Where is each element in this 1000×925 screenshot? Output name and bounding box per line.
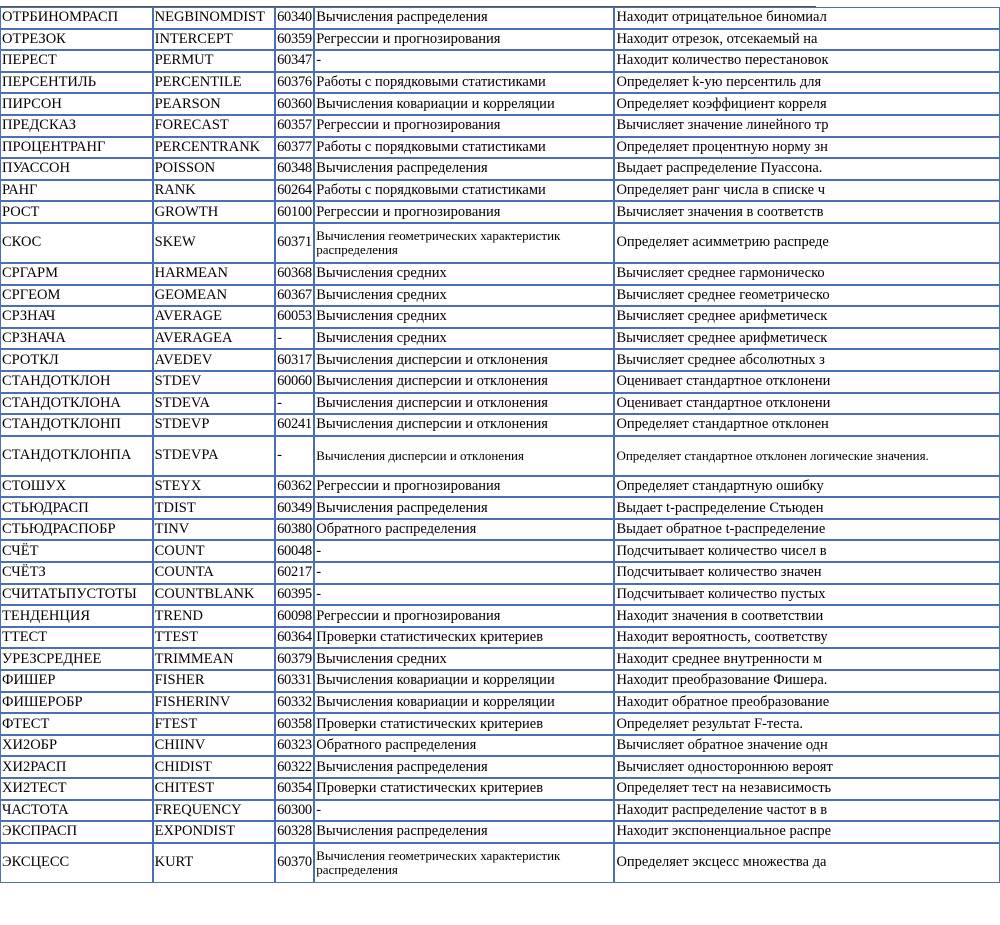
cell-russian-name: СРОТКЛ [0,349,153,371]
cell-description: Находит значения в соответствии [614,605,1000,627]
cell-description: Оценивает стандартное отклонени [614,371,1000,393]
cell-english-name: TREND [153,605,275,627]
cell-code: 60323 [275,735,314,757]
cell-english-name: FTEST [153,713,275,735]
cell-description: Определяет стандартную ошибку [614,476,1000,498]
page-top-rule [0,0,816,7]
cell-description: Находит обратное преобразование [614,692,1000,714]
cell-russian-name: ФИШЕР [0,670,153,692]
cell-code: 60360 [275,93,314,115]
cell-description: Определяет k-ую персентиль для [614,72,1000,94]
cell-russian-name: СКОС [0,223,153,263]
cell-russian-name: СТЬЮДРАСП [0,497,153,519]
table-row [0,476,1000,498]
cell-description: Вычисляет обратное значение одн [614,735,1000,757]
table-row [0,7,1000,29]
cell-english-name: TTEST [153,627,275,649]
cell-code: 60354 [275,778,314,800]
cell-english-name: TRIMMEAN [153,648,275,670]
cell-category: Вычисления распределения [314,7,614,29]
cell-description: Определяет коэффициент корреля [614,93,1000,115]
cell-russian-name: ЧАСТОТА [0,800,153,822]
cell-description: Вычисляет среднее гармоническо [614,263,1000,285]
cell-english-name: FISHER [153,670,275,692]
cell-description: Определяет результат F-теста. [614,713,1000,735]
table-row [0,158,1000,180]
cell-russian-name: СЧЁТЗ [0,562,153,584]
cell-description: Подсчитывает количество пустых [614,584,1000,606]
cell-english-name: GROWTH [153,201,275,223]
table-row [0,670,1000,692]
cell-russian-name: СРЗНАЧА [0,328,153,350]
cell-english-name: STDEVA [153,393,275,415]
cell-description: Находит отрезок, отсекаемый на [614,29,1000,51]
cell-description: Вычисляет значение линейного тр [614,115,1000,137]
cell-english-name: RANK [153,180,275,202]
cell-description: Вычисляет значения в соответств [614,201,1000,223]
cell-code: 60332 [275,692,314,714]
cell-description: Подсчитывает количество чисел в [614,540,1000,562]
cell-english-name: KURT [153,843,275,883]
table-row [0,735,1000,757]
cell-russian-name: ХИ2ТЕСТ [0,778,153,800]
cell-english-name: TDIST [153,497,275,519]
cell-english-name: CHITEST [153,778,275,800]
cell-category: Регрессии и прогнозирования [314,605,614,627]
cell-english-name: AVEDEV [153,349,275,371]
cell-category: Работы с порядковыми статистиками [314,180,614,202]
cell-category: Обратного распределения [314,735,614,757]
cell-english-name: COUNTBLANK [153,584,275,606]
cell-russian-name: ПЕРСЕНТИЛЬ [0,72,153,94]
cell-code: 60100 [275,201,314,223]
cell-russian-name: ЭКСЦЕСС [0,843,153,883]
table-row [0,93,1000,115]
table-row [0,648,1000,670]
cell-english-name: AVERAGEA [153,328,275,350]
cell-category: Вычисления дисперсии и отклонения [314,436,614,476]
cell-category: Вычисления распределения [314,497,614,519]
cell-category: Вычисления средних [314,285,614,307]
cell-description: Находит среднее внутренности м [614,648,1000,670]
cell-category: - [314,584,614,606]
cell-russian-name: ПУАССОН [0,158,153,180]
cell-description: Определяет стандартное отклонен [614,414,1000,436]
cell-english-name: PERMUT [153,50,275,72]
cell-category: - [314,540,614,562]
cell-russian-name: ОТРБИНОМРАСП [0,7,153,29]
cell-category: Вычисления геометрических характеристик распределения [314,223,614,263]
cell-russian-name: СТАНДОТКЛОНПА [0,436,153,476]
cell-description: Выдает t-распределение Стьюден [614,497,1000,519]
cell-english-name: POISSON [153,158,275,180]
cell-russian-name: ФТЕСТ [0,713,153,735]
table-row [0,414,1000,436]
cell-code: 60348 [275,158,314,180]
cell-category: Вычисления дисперсии и отклонения [314,371,614,393]
cell-russian-name: СЧИТАТЬПУСТОТЫ [0,584,153,606]
cell-category: Работы с порядковыми статистиками [314,137,614,159]
cell-russian-name: ПЕРЕСТ [0,50,153,72]
table-row [0,497,1000,519]
cell-russian-name: ОТРЕЗОК [0,29,153,51]
cell-category: Проверки статистических критериев [314,713,614,735]
cell-code: 60370 [275,843,314,883]
cell-code: 60098 [275,605,314,627]
table-row [0,72,1000,94]
table-row [0,349,1000,371]
cell-code: 60379 [275,648,314,670]
cell-description: Находит отрицательное биномиал [614,7,1000,29]
cell-english-name: HARMEAN [153,263,275,285]
cell-code: - [275,328,314,350]
cell-description: Определяет процентную норму зн [614,137,1000,159]
cell-description: Оценивает стандартное отклонени [614,393,1000,415]
cell-category: Вычисления распределения [314,756,614,778]
cell-russian-name: ПРОЦЕНТРАНГ [0,137,153,159]
table-row [0,306,1000,328]
cell-russian-name: СТЬЮДРАСПОБР [0,519,153,541]
cell-code: 60331 [275,670,314,692]
cell-category: Вычисления распределения [314,158,614,180]
cell-code: 60358 [275,713,314,735]
cell-english-name: STDEV [153,371,275,393]
cell-english-name: NEGBINOMDIST [153,7,275,29]
cell-category: - [314,562,614,584]
cell-category: Регрессии и прогнозирования [314,201,614,223]
table-row [0,436,1000,476]
cell-english-name: EXPONDIST [153,821,275,843]
table-row [0,843,1000,883]
cell-description: Выдает распределение Пуассона. [614,158,1000,180]
cell-category: Вычисления дисперсии и отклонения [314,393,614,415]
cell-description: Находит распределение частот в в [614,800,1000,822]
table-row [0,29,1000,51]
cell-english-name: STEYX [153,476,275,498]
cell-english-name: CHIDIST [153,756,275,778]
cell-code: 60395 [275,584,314,606]
cell-code: 60349 [275,497,314,519]
table-row [0,540,1000,562]
cell-english-name: PERCENTRANK [153,137,275,159]
cell-russian-name: СРГЕОМ [0,285,153,307]
cell-english-name: SKEW [153,223,275,263]
cell-russian-name: ПРЕДСКАЗ [0,115,153,137]
table-viewport [0,7,929,883]
cell-category: Вычисления ковариации и корреляции [314,670,614,692]
cell-code: 60060 [275,371,314,393]
cell-description: Вычисляет среднее абсолютных з [614,349,1000,371]
cell-description: Определяет стандартное отклонен логические значения. [614,436,1000,476]
table-row [0,115,1000,137]
cell-code: - [275,436,314,476]
table-row [0,713,1000,735]
cell-russian-name: ЭКСПРАСП [0,821,153,843]
cell-code: 60053 [275,306,314,328]
cell-category: Работы с порядковыми статистиками [314,72,614,94]
table-row [0,692,1000,714]
cell-english-name: COUNT [153,540,275,562]
cell-russian-name: СРГАРМ [0,263,153,285]
cell-russian-name: СЧЁТ [0,540,153,562]
cell-english-name: TINV [153,519,275,541]
cell-code: 60264 [275,180,314,202]
cell-code: 60300 [275,800,314,822]
cell-english-name: COUNTA [153,562,275,584]
cell-russian-name: СТОШУХ [0,476,153,498]
cell-category: Вычисления ковариации и корреляции [314,93,614,115]
cell-russian-name: ХИ2ОБР [0,735,153,757]
cell-russian-name: УРЕЗСРЕДНЕЕ [0,648,153,670]
functions-table [0,7,1000,883]
cell-description: Находит количество перестановок [614,50,1000,72]
cell-russian-name: ТТЕСТ [0,627,153,649]
cell-english-name: AVERAGE [153,306,275,328]
cell-description: Находит преобразование Фишера. [614,670,1000,692]
cell-russian-name: РАНГ [0,180,153,202]
cell-description: Выдает обратное t-распределение [614,519,1000,541]
table-row [0,584,1000,606]
cell-english-name: FISHERINV [153,692,275,714]
cell-russian-name: ПИРСОН [0,93,153,115]
cell-russian-name: ФИШЕРОБР [0,692,153,714]
table-row [0,519,1000,541]
cell-category: Вычисления средних [314,328,614,350]
table-row [0,393,1000,415]
cell-category: Вычисления средних [314,263,614,285]
table-row [0,562,1000,584]
table-row [0,605,1000,627]
cell-description: Вычисляет среднее арифметическ [614,328,1000,350]
cell-code: 60328 [275,821,314,843]
cell-code: 60377 [275,137,314,159]
cell-category: Регрессии и прогнозирования [314,476,614,498]
cell-description: Вычисляет среднее геометрическо [614,285,1000,307]
cell-code: 60371 [275,223,314,263]
cell-code: 60340 [275,7,314,29]
cell-category: Вычисления дисперсии и отклонения [314,414,614,436]
cell-russian-name: СТАНДОТКЛОНП [0,414,153,436]
cell-code: 60322 [275,756,314,778]
cell-code: 60376 [275,72,314,94]
cell-category: Проверки статистических критериев [314,627,614,649]
cell-description: Вычисляет одностороннюю вероят [614,756,1000,778]
cell-code: 60317 [275,349,314,371]
table-row [0,50,1000,72]
cell-english-name: CHIINV [153,735,275,757]
cell-category: Вычисления ковариации и корреляции [314,692,614,714]
table-row [0,778,1000,800]
table-row [0,201,1000,223]
cell-english-name: STDEVPA [153,436,275,476]
table-row [0,800,1000,822]
cell-russian-name: СТАНДОТКЛОН [0,371,153,393]
cell-russian-name: ТЕНДЕНЦИЯ [0,605,153,627]
cell-category: Вычисления геометрических характеристик распределения [314,843,614,883]
cell-russian-name: СРЗНАЧ [0,306,153,328]
cell-code: 60368 [275,263,314,285]
cell-code: 60364 [275,627,314,649]
cell-category: - [314,800,614,822]
cell-english-name: PERCENTILE [153,72,275,94]
cell-english-name: GEOMEAN [153,285,275,307]
cell-description: Определяет тест на независимость [614,778,1000,800]
cell-russian-name: РОСТ [0,201,153,223]
cell-description: Определяет асимметрию распреде [614,223,1000,263]
cell-code: 60359 [275,29,314,51]
cell-code: 60241 [275,414,314,436]
cell-description: Вычисляет среднее арифметическ [614,306,1000,328]
cell-category: - [314,50,614,72]
cell-code: 60362 [275,476,314,498]
table-row [0,756,1000,778]
table-row [0,328,1000,350]
cell-english-name: FORECAST [153,115,275,137]
cell-russian-name: СТАНДОТКЛОНА [0,393,153,415]
table-row [0,627,1000,649]
cell-english-name: STDEVP [153,414,275,436]
cell-english-name: PEARSON [153,93,275,115]
cell-russian-name: ХИ2РАСП [0,756,153,778]
table-row [0,137,1000,159]
cell-code: 60217 [275,562,314,584]
cell-category: Обратного распределения [314,519,614,541]
cell-description: Находит вероятность, соответству [614,627,1000,649]
table-row [0,263,1000,285]
cell-category: Вычисления дисперсии и отклонения [314,349,614,371]
cell-english-name: FREQUENCY [153,800,275,822]
table-row [0,821,1000,843]
cell-description: Находит экспоненциальное распре [614,821,1000,843]
cell-code: 60357 [275,115,314,137]
cell-category: Проверки статистических критериев [314,778,614,800]
cell-code: - [275,393,314,415]
cell-category: Вычисления распределения [314,821,614,843]
cell-english-name: INTERCEPT [153,29,275,51]
cell-category: Регрессии и прогнозирования [314,29,614,51]
functions-table-body [0,7,1000,883]
cell-category: Вычисления средних [314,648,614,670]
cell-category: Вычисления средних [314,306,614,328]
table-row [0,223,1000,263]
table-row [0,285,1000,307]
cell-description: Определяет эксцесс множества да [614,843,1000,883]
table-row [0,371,1000,393]
cell-code: 60347 [275,50,314,72]
cell-description: Определяет ранг числа в списке ч [614,180,1000,202]
cell-code: 60367 [275,285,314,307]
cell-category: Регрессии и прогнозирования [314,115,614,137]
cell-code: 60380 [275,519,314,541]
cell-description: Подсчитывает количество значен [614,562,1000,584]
cell-code: 60048 [275,540,314,562]
table-row [0,180,1000,202]
